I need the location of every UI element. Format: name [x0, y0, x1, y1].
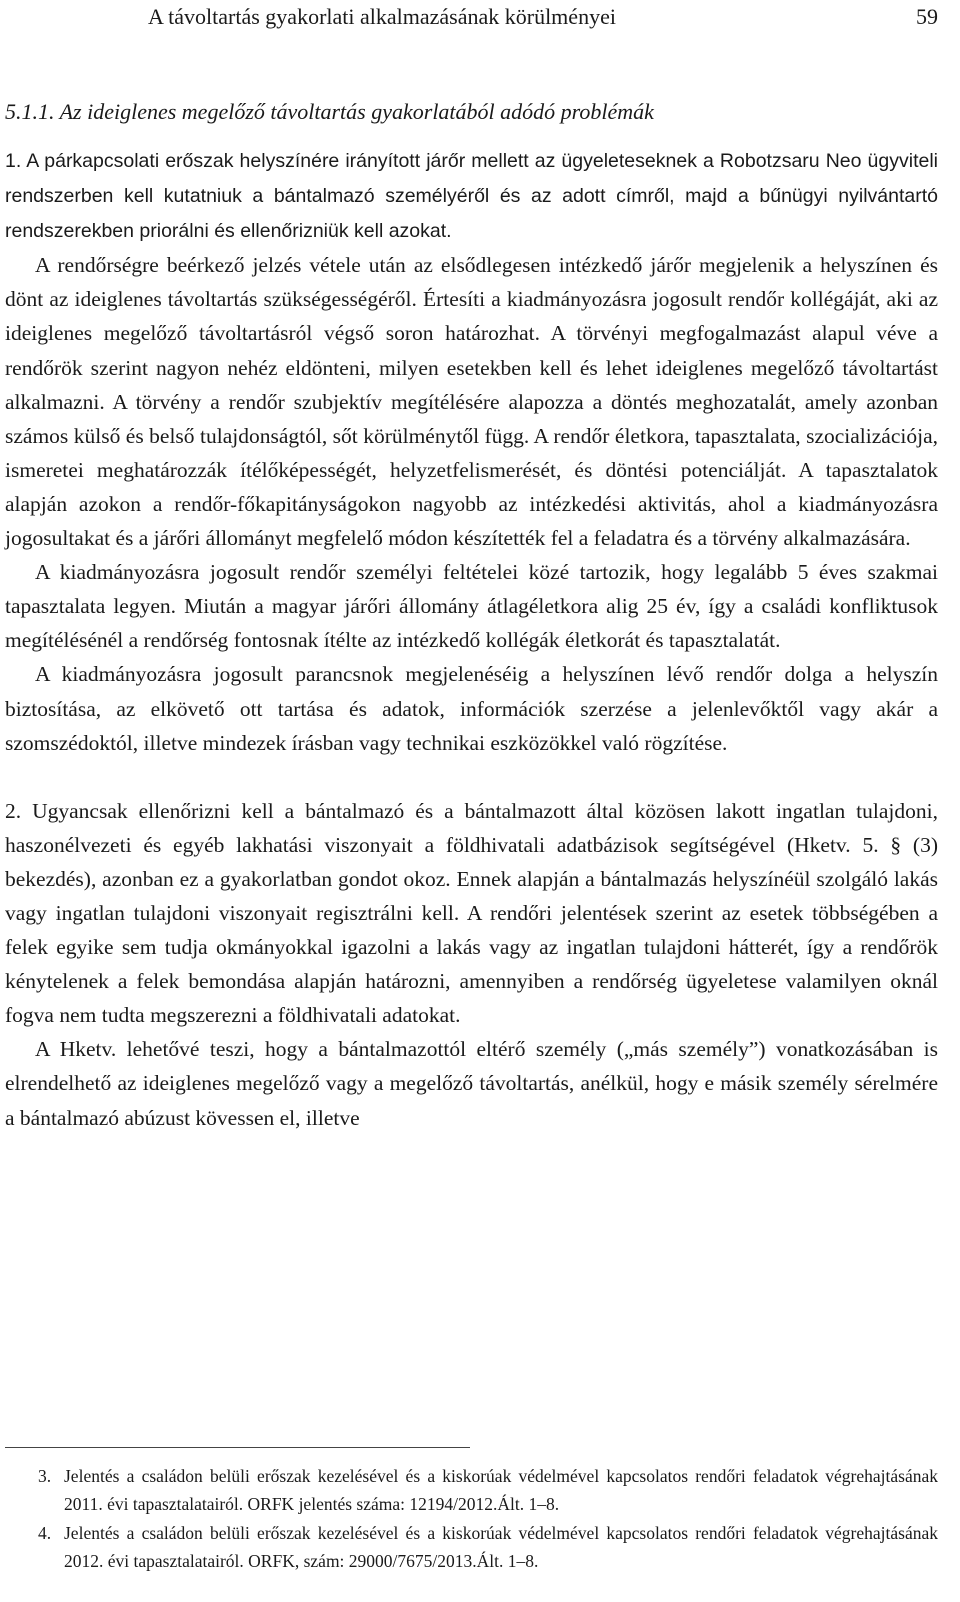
footnotes	[38, 1463, 938, 1577]
footnote-3	[38, 1463, 938, 1518]
running-head	[148, 2, 938, 32]
paragraph-4: A kiadmányozásra jogosult parancsnok megjelenéséig a helyszínen lévő rendőr dolga a helyszín biztosítása, az elkövető ott tartása és adatok, információk szerzése a jelenlevőktől vagy akár a szomszédoktól, illetve mindezek írásban vagy technikai eszközökkel való rögzítése.	[5, 662, 938, 755]
paragraph-1	[5, 143, 938, 248]
paragraph-2: A rendőrségre beérkező jelzés vétele után az elsődlegesen intézkedő járőr megjelenik a helyszínen és dönt az ideiglenes távoltartás szükségességéről. Értesíti a kiadmányozásra jogosult rendőr kollégáját, aki az ideiglenes megelőző távoltartásról végső soron határozhat. A törvényi megfogalmazást alapul véve a rendőrök szerint nagyon nehéz eldönteni, milyen esetekben kell és lehet ideiglenes megelőző távoltartást alkalmazni. A törvény a rendőr szubjektív megítélésére alapozza a döntés meghozatalát, amely azonban számos külső és belső tulajdonságtól, sőt körülménytől függ. A rendőr életkora, tapasztalata, szocializációja, ismeretei meghatározzák ítélőképességét, helyzetfelismerését, és döntési potenciálját. A tapasztalatok alapján azokon a rendőr-főkapitányságokon nagyobb az intézkedési aktivitás, ahol a kiadmányozásra jogosultakat és a járőri állományt megfelelő módon készítették fel a feladatra és a törvény alkalmazására.	[5, 253, 938, 551]
body-text	[5, 143, 938, 1135]
footnote-3-text: Jelentés a családon belüli erőszak kezelésével és a kiskorúak védelmével kapcsolatos rendőri feladatok végrehajtásának 2011. évi tapasztalatairól. ORFK jelentés száma: 12194/2012.Ált. 1–8.	[64, 1466, 938, 1514]
footnote-4	[38, 1520, 938, 1575]
section-heading: 5.1.1. Az ideiglenes megelőző távoltartás gyakorlatából adódó problémák	[5, 99, 654, 124]
paragraph-3: A kiadmányozásra jogosult rendőr személyi feltételei közé tartozik, hogy legalább 5 éves szakmai tapasztalata legyen. Miután a magyar járőri állomány átlagéletkora alig 25 év, így a családi konfliktusok megítélésénél a rendőrség fontosnak ítélte az intézkedő kollégák életkorát és tapasztalatát.	[5, 560, 938, 653]
running-head-title: A távoltartás gyakorlati alkalmazásának körülményei	[148, 4, 616, 29]
paragraph-6: A Hketv. lehetővé teszi, hogy a bántalmazottól eltérő személy („más személy”) vonatkozásában is elrendelhető az ideiglenes megelőző vagy a megelőző távoltartás, anélkül, hogy e másik személy sérelmére a bántalmazó abúzust kövessen el, illetve	[5, 1037, 938, 1130]
page-number: 59	[916, 4, 938, 29]
paragraph-1-sans-run: 1. A párkapcsolati erőszak helyszínére irányított járőr mellett az ügyeleteseknek a Robotzsaru Neo ügyviteli rendszerben kell kutatniuk a bántalmazó személyéről és az adott címről, majd a bűnügyi nyilvántartó rendszerekben priorálni és ellenőrizniük kell azokat.	[5, 150, 938, 243]
footnote-3-number: 3.	[38, 1466, 52, 1486]
footnote-4-text: Jelentés a családon belüli erőszak kezelésével és a kiskorúak védelmével kapcsolatos rendőri feladatok végrehajtásának 2012. évi tapasztalatairól. ORFK, szám: 29000/7675/2013.Ált. 1–8.	[64, 1523, 938, 1571]
footnote-separator	[5, 1447, 470, 1448]
paragraph-5: 2. Ugyancsak ellenőrizni kell a bántalmazó és a bántalmazott által közösen lakott ingatlan tulajdoni, haszonélvezeti és egyéb lakhatási viszonyait a földhivatali adatbázisok segítségével (Hketv. 5. § (3) bekezdés), azonban ez a gyakorlatban gondot okoz. Ennek alapján a bántalmazás helyszínéül szolgáló lakás vagy ingatlan tulajdoni viszonyait regisztrálni kell. A rendőri jelentések szerint az esetek többségében a felek egyike sem tudja okmányokkal igazolni a lakás vagy az ingatlan tulajdoni hátterét, így a rendőrök kénytelenek a felek bemondása alapján határozni, amennyiben a rendőrség ügyeletese valamilyen oknál fogva nem tudta megszerezni a földhivatali adatokat.	[5, 798, 938, 1028]
footnote-4-number: 4.	[38, 1523, 52, 1543]
